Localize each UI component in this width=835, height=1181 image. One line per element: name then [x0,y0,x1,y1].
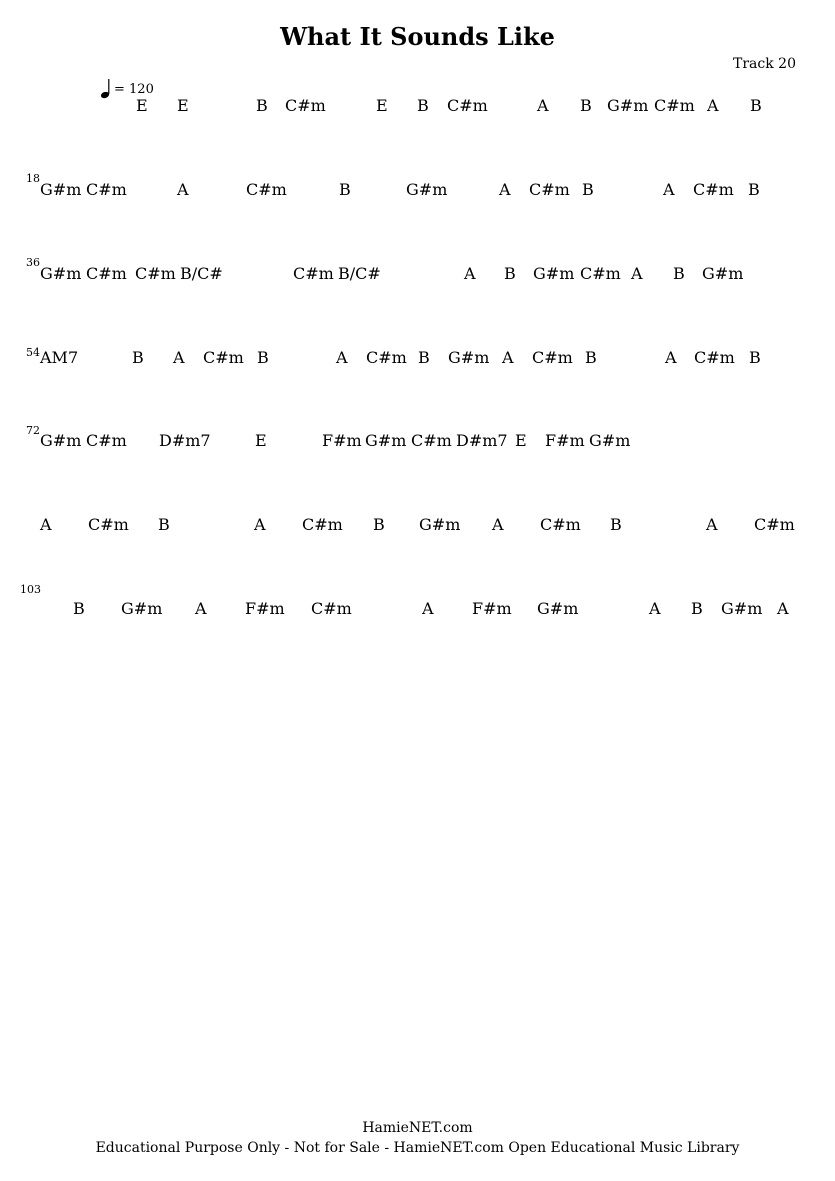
chord-symbol: B [582,180,594,199]
chord-symbol: C#m [580,264,621,283]
quarter-note-icon [100,78,114,100]
chord-symbol: D#m7 [456,431,508,450]
chord-symbol: G#m [607,96,649,115]
chord-symbol: C#m [366,348,407,367]
chord-symbol: G#m [448,348,490,367]
chord-symbol: B [158,515,170,534]
chord-symbol: A [665,348,677,367]
chord-symbol: G#m [702,264,744,283]
chord-symbol: G#m [121,599,163,618]
chord-symbol: A [707,96,719,115]
chord-symbol: A [195,599,207,618]
chord-symbol: F#m [472,599,512,618]
chord-symbol: F#m [322,431,362,450]
chord-symbol: B [585,348,597,367]
chord-symbol: C#m [86,180,127,199]
chord-symbol: A [177,180,189,199]
chord-symbol: A [631,264,643,283]
chord-symbol: E [376,96,388,115]
chord-symbol: A [40,515,52,534]
chord-symbol: A [502,348,514,367]
chord-symbol: C#m [302,515,343,534]
chord-symbol: C#m [754,515,795,534]
chord-symbol: C#m [88,515,129,534]
chord-symbol: C#m [246,180,287,199]
chord-symbol: B/C# [338,264,381,283]
chord-symbol: G#m [537,599,579,618]
chord-symbol: C#m [540,515,581,534]
tempo-value: = 120 [114,82,154,97]
chord-symbol: B [257,348,269,367]
chord-symbol: E [255,431,267,450]
chord-symbol: B [580,96,592,115]
chord-symbol: C#m [293,264,334,283]
footer-site: HamieNET.com [362,1120,473,1136]
chord-symbol: A [499,180,511,199]
chord-symbol: B [417,96,429,115]
chord-symbol: B [132,348,144,367]
chord-symbol: A [254,515,266,534]
chord-symbol: B [339,180,351,199]
measure-number: 18 [26,172,40,185]
chord-symbol: B [673,264,685,283]
chord-symbol: C#m [529,180,570,199]
chord-symbol: B [691,599,703,618]
chord-symbol: B [256,96,268,115]
chord-symbol: A [422,599,434,618]
chord-symbol: C#m [693,180,734,199]
chord-symbol: G#m [365,431,407,450]
measure-number: 72 [26,424,40,437]
chord-symbol: A [537,96,549,115]
chord-symbol: C#m [285,96,326,115]
chord-symbol: B [504,264,516,283]
measure-number: 36 [26,256,40,269]
chord-symbol: C#m [694,348,735,367]
chord-symbol: C#m [86,264,127,283]
chord-symbol: A [663,180,675,199]
chord-symbol: D#m7 [159,431,211,450]
chord-symbol: B [373,515,385,534]
chord-symbol: C#m [654,96,695,115]
chord-symbol: F#m [245,599,285,618]
chord-symbol: A [706,515,718,534]
chord-symbol: C#m [311,599,352,618]
chord-symbol: C#m [86,431,127,450]
chord-symbol: B/C# [180,264,223,283]
chord-symbol: B [73,599,85,618]
chord-symbol: G#m [721,599,763,618]
chord-symbol: B [748,180,760,199]
chord-symbol: C#m [447,96,488,115]
chord-symbol: F#m [545,431,585,450]
chord-symbol: G#m [406,180,448,199]
chord-symbol: G#m [589,431,631,450]
chord-symbol: A [173,348,185,367]
chord-symbol: E [136,96,148,115]
chord-symbol: E [515,431,527,450]
chord-symbol: C#m [532,348,573,367]
score-title: What It Sounds Like [280,22,555,51]
chord-symbol: C#m [203,348,244,367]
chord-symbol: E [177,96,189,115]
chord-symbol: B [749,348,761,367]
chord-symbol: C#m [411,431,452,450]
chord-symbol: AM7 [40,348,79,367]
chord-symbol: G#m [40,180,82,199]
chord-symbol: G#m [40,264,82,283]
footer-notice: Educational Purpose Only - Not for Sale - HamieNET.com Open Educational Music Library [95,1140,740,1156]
chord-symbol: G#m [419,515,461,534]
chord-symbol: B [610,515,622,534]
chord-symbol: A [649,599,661,618]
chord-symbol: B [418,348,430,367]
tempo-marking [100,78,170,100]
measure-number: 54 [26,346,40,359]
chord-symbol: A [336,348,348,367]
chord-symbol: G#m [533,264,575,283]
chord-symbol: C#m [135,264,176,283]
chord-symbol: A [492,515,504,534]
chord-symbol: A [777,599,789,618]
chord-symbol: A [464,264,476,283]
chord-symbol: B [750,96,762,115]
measure-number: 103 [20,583,41,596]
chord-symbol: G#m [40,431,82,450]
track-label: Track 20 [733,56,796,72]
